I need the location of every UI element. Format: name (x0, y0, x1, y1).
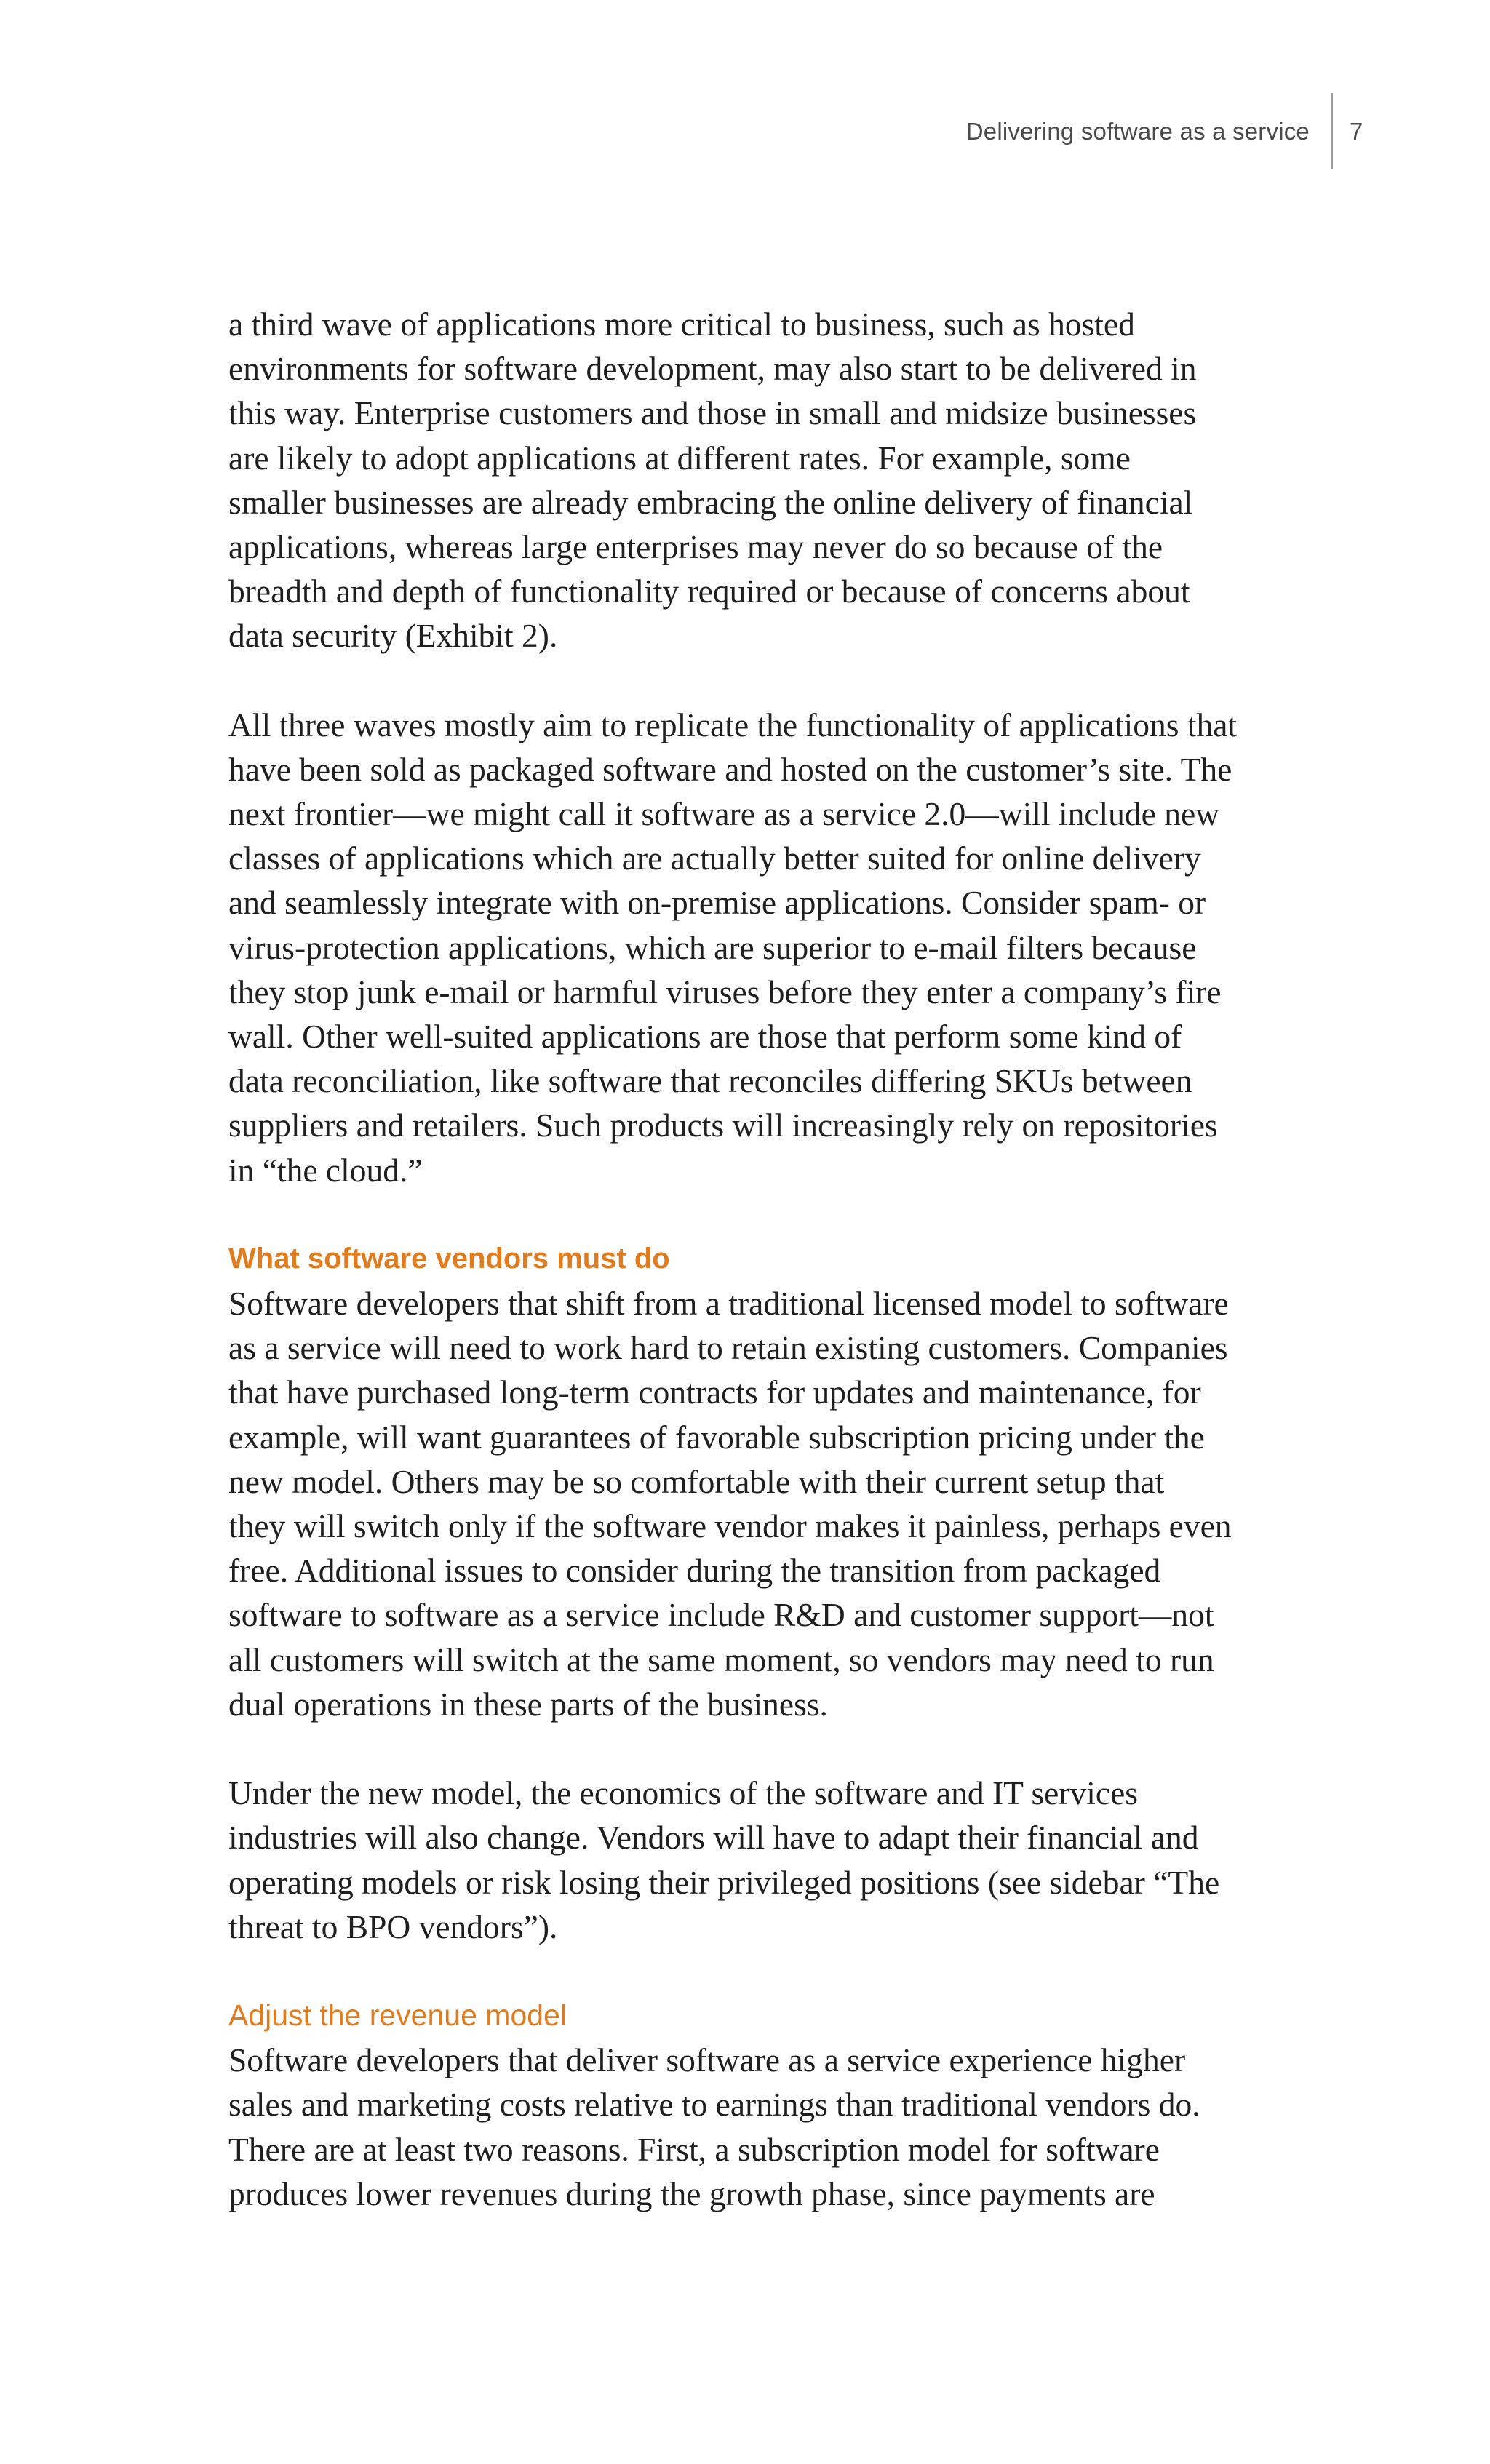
page-number: 7 (1350, 118, 1363, 145)
paragraph-third-wave: a third wave of applications more critical to business, such as hosted environments for software development, may also start to be delivered in this way. Enterprise customers and those in small and midsize businesses are likely to adopt applications at different rates. For example, some smaller businesses are already embracing the online delivery of financial applications, whereas large enterprises may never do so because of the breadth and depth of functionality required or because of concerns about data security (Exhibit 2). (228, 306, 1197, 655)
paragraph-revenue: Software developers that deliver software as a service experience higher sales and marketing costs relative to earnings than traditional vendors do. There are at least two reasons. First, a subscription model for software produces lower revenues during the growth phase, since payments are (228, 2041, 1200, 2212)
paragraph-gap (228, 658, 1349, 703)
paragraph-gap (228, 1192, 1349, 1237)
paragraph-three-waves: All three waves mostly aim to replicate the functionality of applications that have been sold as packaged software and hosted on the customer’s site. The next frontier—we might call it software as a service 2.0—will include new classes of applications which are actually better suited for online delivery and seamlessly integrate with on-premise applications. Consider spam- or virus-protection applications, which are superior to e-mail filters because they stop junk e-mail or harmful viruses before they enter a company’s fire wall. Other well-suited applications are those that perform some kind of data reconciliation, like software that reconciles differing SKUs between suppliers and retailers. Such products will increasingly rely on repositories in “the cloud.” (228, 706, 1238, 1189)
paragraph-economics: Under the new model, the economics of the software and IT services industries will also change. Vendors will have to adapt their financial and operating models or risk losing their privileged positions (see sidebar “The threat to BPO vendors”). (228, 1774, 1220, 1945)
paragraph-shift-model: Software developers that shift from a traditional licensed model to software as a service will need to work hard to retain existing customers. Companies that have purchased long-term contracts for updates and maintenance, for example, will want guarantees of favorable subscription pricing under the new model. Others may be so comfortable with their current setup that they will switch only if the software vendor makes it painless, perhaps even free. Additional issues to consider during the transition from packaged software to software as a service include R&D and customer support—not all customers will switch at the same moment, so vendors may need to run dual operations in these parts of the business. (228, 1285, 1232, 1723)
section-heading-vendors: What software vendors must do (228, 1242, 670, 1275)
running-header (0, 93, 1490, 166)
article-body (228, 302, 1349, 2216)
header-divider (1331, 93, 1333, 169)
paragraph-gap (228, 1726, 1349, 1771)
running-title: Delivering software as a service (965, 118, 1310, 145)
paragraph-gap (228, 1949, 1349, 1993)
subsection-heading-revenue: Adjust the revenue model (228, 1998, 567, 2032)
